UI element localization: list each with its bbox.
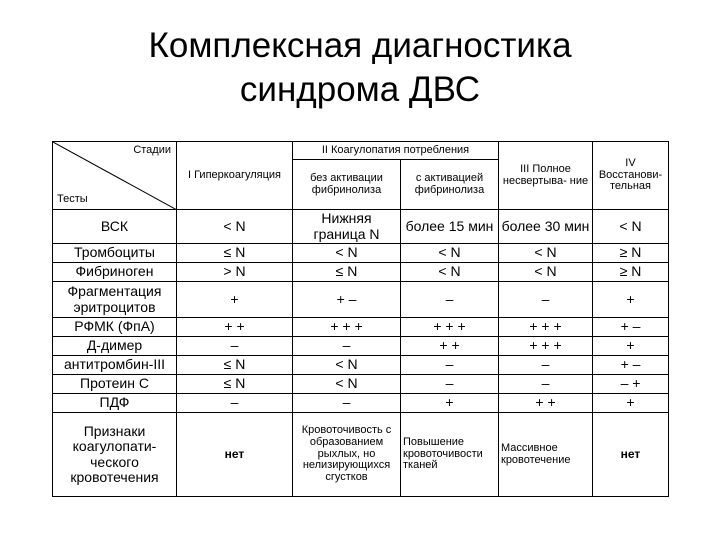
value-cell: –	[177, 394, 293, 413]
slide-title	[0, 24, 720, 112]
test-name: Фрагментация эритроцитов	[53, 282, 177, 318]
value-cell: нет	[593, 413, 669, 497]
value-cell: ≤ N	[293, 263, 401, 282]
value-cell: +	[593, 337, 669, 356]
value-cell: > N	[177, 263, 293, 282]
header-corner	[53, 142, 177, 210]
value-cell: ≤ N	[177, 375, 293, 394]
value-cell: –	[177, 337, 293, 356]
value-cell: –	[293, 394, 401, 413]
value-cell: +	[401, 394, 499, 413]
header-stage-3: III Полное несвертыва- ние	[499, 142, 593, 210]
table-row	[53, 413, 669, 497]
value-cell: более 30 мин	[499, 210, 593, 244]
value-cell: ≤ N	[177, 356, 293, 375]
value-cell: ≤ N	[177, 244, 293, 263]
header-stage-2a: без активации фибринолиза	[293, 160, 401, 210]
value-cell: Массивное кровотечение	[499, 413, 593, 497]
header-stage-4: IV Восстанови- тельная	[593, 142, 669, 210]
table-row	[53, 263, 669, 282]
value-cell: + –	[593, 318, 669, 337]
value-cell: +	[177, 282, 293, 318]
value-cell: < N	[593, 210, 669, 244]
value-cell: < N	[401, 263, 499, 282]
value-cell: + + +	[401, 318, 499, 337]
value-cell: < N	[293, 356, 401, 375]
test-name: Признаки коагулопати- ческого кровотечения	[53, 413, 177, 497]
header-stage-1: I Гиперкоагуляция	[177, 142, 293, 210]
value-cell: более 15 мин	[401, 210, 499, 244]
test-name: антитромбин-III	[53, 356, 177, 375]
test-name: ВСК	[53, 210, 177, 244]
value-cell: –	[293, 337, 401, 356]
table-row	[53, 244, 669, 263]
table-row	[53, 282, 669, 318]
test-name: ПДФ	[53, 394, 177, 413]
value-cell: + + +	[499, 318, 593, 337]
value-cell: < N	[401, 244, 499, 263]
value-cell: + –	[593, 356, 669, 375]
table-row	[53, 210, 669, 244]
value-cell: + +	[177, 318, 293, 337]
header-stage-2: II Коагулопатия потребления	[293, 142, 499, 160]
value-cell: нет	[177, 413, 293, 497]
value-cell: +	[593, 282, 669, 318]
test-name: Д-димер	[53, 337, 177, 356]
value-cell: –	[401, 356, 499, 375]
table-row	[53, 337, 669, 356]
corner-stages-label: Стадии	[133, 144, 171, 156]
value-cell: + + +	[293, 318, 401, 337]
value-cell: + +	[499, 394, 593, 413]
value-cell: Кровоточивость с образованием рыхлых, но нелизирующихся сгустков	[293, 413, 401, 497]
value-cell: Повышение кровоточивости тканей	[401, 413, 499, 497]
title-line-2: синдрома ДВС	[239, 70, 481, 109]
value-cell: –	[401, 282, 499, 318]
value-cell: + +	[401, 337, 499, 356]
value-cell: < N	[293, 244, 401, 263]
value-cell: < N	[499, 263, 593, 282]
header-row-1	[53, 142, 669, 160]
test-name: РФМК (ФпА)	[53, 318, 177, 337]
value-cell: ≥ N	[593, 244, 669, 263]
test-name: Тромбоциты	[53, 244, 177, 263]
test-name: Протеин С	[53, 375, 177, 394]
value-cell: –	[499, 282, 593, 318]
value-cell: – +	[593, 375, 669, 394]
value-cell: + –	[293, 282, 401, 318]
value-cell: Нижняя граница N	[293, 210, 401, 244]
corner-tests-label: Тесты	[57, 193, 88, 206]
value-cell: < N	[499, 244, 593, 263]
value-cell: + + +	[499, 337, 593, 356]
value-cell: < N	[177, 210, 293, 244]
table-row	[53, 394, 669, 413]
value-cell: –	[401, 375, 499, 394]
table-row	[53, 318, 669, 337]
test-name: Фибриноген	[53, 263, 177, 282]
value-cell: –	[499, 375, 593, 394]
table-row	[53, 375, 669, 394]
dic-diagnostics-table	[52, 141, 669, 497]
title-line-1: Комплексная диагностика	[148, 26, 572, 65]
value-cell: –	[499, 356, 593, 375]
table-row	[53, 356, 669, 375]
value-cell: < N	[293, 375, 401, 394]
value-cell: ≥ N	[593, 263, 669, 282]
value-cell: +	[593, 394, 669, 413]
header-stage-2b: с активацией фибринолиза	[401, 160, 499, 210]
